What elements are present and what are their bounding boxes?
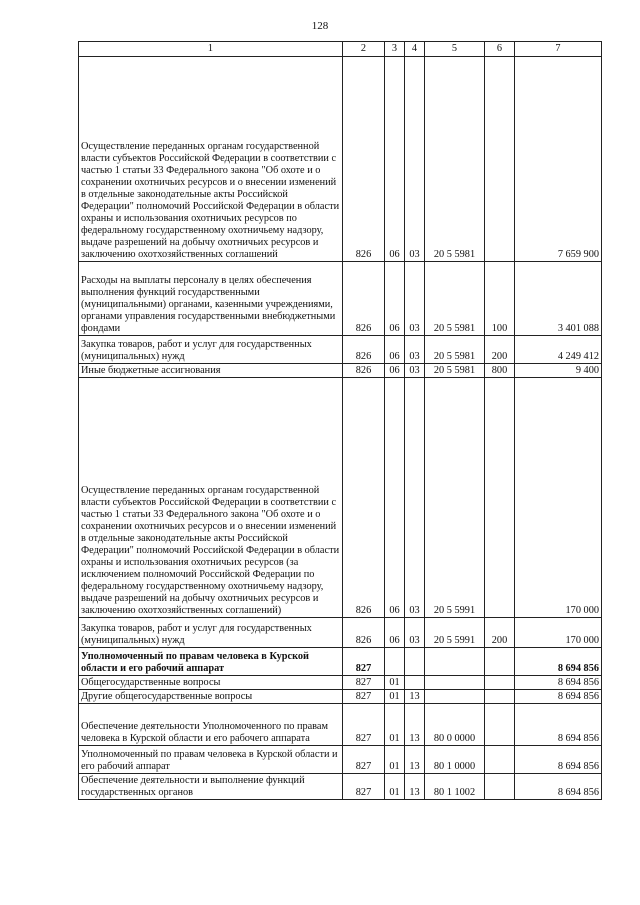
row-sum-cell: 8 694 856	[515, 648, 602, 676]
row-vr-cell: 100	[485, 262, 515, 336]
row-rz-cell: 01	[385, 746, 405, 774]
row-ved-cell: 826	[343, 336, 385, 364]
table-row	[79, 618, 602, 648]
row-vr-cell	[485, 746, 515, 774]
row-vr-cell	[485, 378, 515, 618]
row-vr-cell	[485, 774, 515, 800]
table-row	[79, 704, 602, 746]
row-csr-cell: 20 5 5991	[425, 378, 485, 618]
row-name-cell: Иные бюджетные ассигнования	[79, 364, 343, 378]
row-pr-cell	[405, 676, 425, 690]
row-csr-cell: 20 5 5981	[425, 57, 485, 262]
row-pr-cell: 03	[405, 364, 425, 378]
row-sum-cell: 7 659 900	[515, 57, 602, 262]
row-sum-cell: 4 249 412	[515, 336, 602, 364]
row-sum-cell: 8 694 856	[515, 746, 602, 774]
row-csr-cell: 80 1 0000	[425, 746, 485, 774]
row-pr-cell: 03	[405, 336, 425, 364]
page-number: 128	[311, 20, 329, 32]
table-row	[79, 336, 602, 364]
row-vr-cell	[485, 648, 515, 676]
row-pr-cell: 13	[405, 774, 425, 800]
table-row	[79, 746, 602, 774]
row-name-cell: Осуществление переданных органам государственной власти субъектов Российской Федерации в соответствии с частью 1 статьи 33 Федерального закона "Об охоте и о сохранении охотничьих ресурсов и о внесении изменений в отдельные законодательные акты Российской Федерации" полномочий Российской Федерации в области охраны и использования охотничьих ресурсов по федеральному государственному охотничьему надзору, выдаче разрешений на добычу охотничьих ресурсов и заключению охотхозяйственных соглашений	[79, 57, 343, 262]
row-rz-cell: 01	[385, 690, 405, 704]
row-sum-cell: 3 401 088	[515, 262, 602, 336]
row-ved-cell: 826	[343, 364, 385, 378]
row-csr-cell: 20 5 5981	[425, 336, 485, 364]
row-ved-cell: 827	[343, 704, 385, 746]
row-csr-cell	[425, 648, 485, 676]
row-vr-cell	[485, 676, 515, 690]
row-vr-cell: 200	[485, 336, 515, 364]
row-rz-cell: 01	[385, 704, 405, 746]
header-cell-sum: 7	[515, 42, 602, 57]
row-vr-cell: 800	[485, 364, 515, 378]
row-sum-cell: 8 694 856	[515, 704, 602, 746]
row-name-cell: Обеспечение деятельности и выполнение функций государственных органов	[79, 774, 343, 800]
row-name-cell: Закупка товаров, работ и услуг для государственных (муниципальных) нужд	[79, 618, 343, 648]
row-rz-cell: 01	[385, 774, 405, 800]
budget-table	[78, 41, 602, 800]
row-csr-cell	[425, 676, 485, 690]
row-csr-cell: 20 5 5981	[425, 364, 485, 378]
row-pr-cell: 03	[405, 618, 425, 648]
row-rz-cell: 06	[385, 378, 405, 618]
row-pr-cell: 13	[405, 704, 425, 746]
row-sum-cell: 8 694 856	[515, 690, 602, 704]
row-vr-cell	[485, 690, 515, 704]
row-ved-cell: 826	[343, 378, 385, 618]
table-row	[79, 57, 602, 262]
header-cell-vr: 6	[485, 42, 515, 57]
row-rz-cell: 06	[385, 262, 405, 336]
row-rz-cell: 06	[385, 364, 405, 378]
row-ved-cell: 827	[343, 648, 385, 676]
row-rz-cell	[385, 648, 405, 676]
row-ved-cell: 827	[343, 690, 385, 704]
table-row	[79, 774, 602, 800]
row-ved-cell: 826	[343, 262, 385, 336]
row-ved-cell: 827	[343, 676, 385, 690]
row-ved-cell: 827	[343, 746, 385, 774]
header-cell-ved: 2	[343, 42, 385, 57]
table-row	[79, 648, 602, 676]
header-cell-pr: 4	[405, 42, 425, 57]
row-name-cell: Закупка товаров, работ и услуг для государственных (муниципальных) нужд	[79, 336, 343, 364]
header-cell-csr: 5	[425, 42, 485, 57]
table-row	[79, 378, 602, 618]
row-csr-cell: 20 5 5981	[425, 262, 485, 336]
header-cell-rz: 3	[385, 42, 405, 57]
row-name-cell: Другие общегосударственные вопросы	[79, 690, 343, 704]
row-pr-cell: 03	[405, 378, 425, 618]
row-csr-cell: 80 1 1002	[425, 774, 485, 800]
header-row	[79, 42, 602, 57]
row-name-cell: Осуществление переданных органам государственной власти субъектов Российской Федерации в соответствии с частью 1 статьи 33 Федерального закона "Об охоте и о сохранении охотничьих ресурсов и о внесении изменений в отдельные законодательные акты Российской Федерации" полномочий Российской Федерации в области охраны и использования охотничьих ресурсов (за исключением полномочий Российской Федерации по федеральному государственному охотничьему надзору, выдаче разрешений на добычу охотничьих ресурсов и заключению охотхозяйственных соглашений)	[79, 378, 343, 618]
row-name-cell: Уполномоченный по правам человека в Курской области и его рабочий аппарат	[79, 648, 343, 676]
row-ved-cell: 827	[343, 774, 385, 800]
table-row	[79, 364, 602, 378]
row-vr-cell	[485, 57, 515, 262]
row-name-cell: Общегосударственные вопросы	[79, 676, 343, 690]
row-rz-cell: 06	[385, 336, 405, 364]
row-pr-cell: 13	[405, 746, 425, 774]
row-csr-cell: 80 0 0000	[425, 704, 485, 746]
row-name-cell: Расходы на выплаты персоналу в целях обеспечения выполнения функций государственными (муниципальными) органами, казенными учреждениями, органами управления государственными внебюджетными фондами	[79, 262, 343, 336]
row-rz-cell: 06	[385, 57, 405, 262]
row-ved-cell: 826	[343, 57, 385, 262]
row-pr-cell	[405, 648, 425, 676]
table-row	[79, 690, 602, 704]
row-rz-cell: 06	[385, 618, 405, 648]
row-csr-cell	[425, 690, 485, 704]
row-name-cell: Уполномоченный по правам человека в Курской области и его рабочий аппарат	[79, 746, 343, 774]
row-ved-cell: 826	[343, 618, 385, 648]
table-row	[79, 262, 602, 336]
row-name-cell: Обеспечение деятельности Уполномоченного по правам человека в Курской области и его рабочего аппарата	[79, 704, 343, 746]
row-sum-cell: 8 694 856	[515, 774, 602, 800]
row-sum-cell: 170 000	[515, 378, 602, 618]
header-cell-name: 1	[79, 42, 343, 57]
row-pr-cell: 13	[405, 690, 425, 704]
row-sum-cell: 8 694 856	[515, 676, 602, 690]
row-pr-cell: 03	[405, 57, 425, 262]
row-csr-cell: 20 5 5991	[425, 618, 485, 648]
table-row	[79, 676, 602, 690]
row-pr-cell: 03	[405, 262, 425, 336]
row-sum-cell: 170 000	[515, 618, 602, 648]
row-vr-cell	[485, 704, 515, 746]
row-sum-cell: 9 400	[515, 364, 602, 378]
row-vr-cell: 200	[485, 618, 515, 648]
row-rz-cell: 01	[385, 676, 405, 690]
